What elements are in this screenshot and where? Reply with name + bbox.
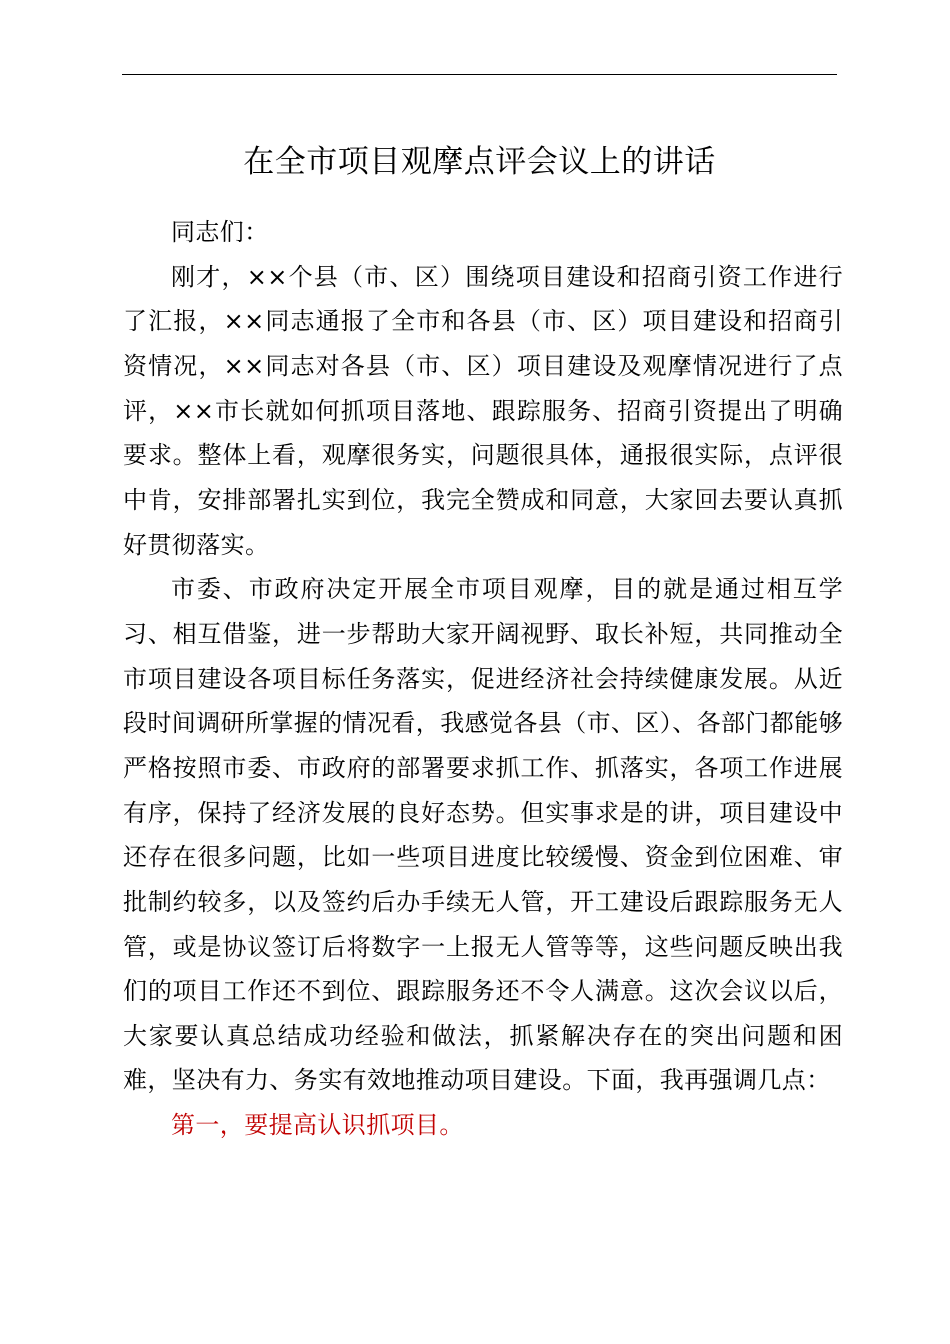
body-paragraph: 市委、市政府决定开展全市项目观摩，目的就是通过相互学习、相互借鉴，进一步帮助大家开阔视野、取长补短，共同推动全市项目建设各项目标任务落实，促进经济社会持续健康发展。从近段时间调研所掌握的情况看，我感觉各县（市、区）、各部门都能够严格按照市委、市政府的部署要求抓工作、抓落实，各项工作进展有序，保持了经济发展的良好态势。但实事求是的讲，项目建设中还存在很多问题，比如一些项目进度比较缓慢、资金到位困难、审批制约较多，以及签约后办手续无人管，开工建设后跟踪服务无人管，或是协议签订后将数字一上报无人管等等，这些问题反映出我们的项目工作还不到位、跟踪服务还不令人满意。这次会议以后，大家要认真总结成功经验和做法，抓紧解决存在的突出问题和困难，坚决有力、务实有效地推动项目建设。下面，我再强调几点： (123, 575, 843, 1095)
document-body (123, 210, 843, 1148)
header-rule (122, 74, 837, 75)
page-title: 在全市项目观摩点评会议上的讲话 (243, 144, 716, 180)
body-paragraph: 刚才，××个县（市、区）围绕项目建设和招商引资工作进行了汇报，××同志通报了全市和各县（市、区）项目建设和招商引资情况，××同志对各县（市、区）项目建设及观摩情况进行了点评，××市长就如何抓项目落地、跟踪服务、招商引资提出了明确要求。整体上看，观摩很务实，问题很具体，通报很实际，点评很中肯，安排部署扎实到位，我完全赞成和同意，大家回去要认真抓好贯彻落实。 (123, 262, 843, 559)
salutation-paragraph: 同志们： (171, 218, 269, 246)
section-heading-first: 第一，要提高认识抓项目。 (171, 1111, 464, 1140)
